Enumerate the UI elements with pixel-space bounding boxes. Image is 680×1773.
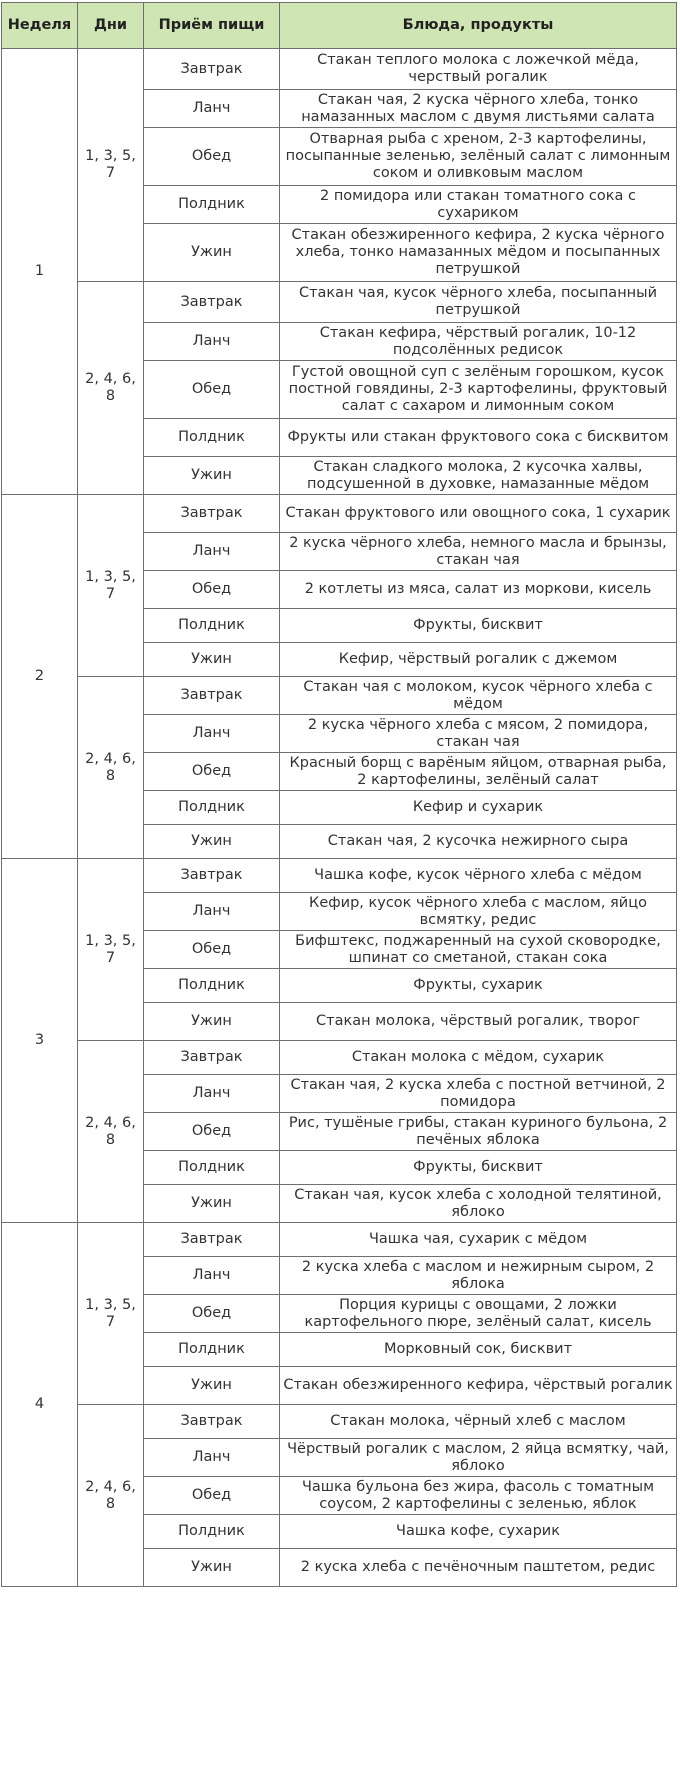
meal-cell: Полдник — [144, 609, 280, 643]
meal-cell: Полдник — [144, 419, 280, 457]
dishes-cell: Стакан молока, чёрный хлеб с маслом — [280, 1405, 677, 1439]
dishes-cell: Стакан молока с мёдом, сухарик — [280, 1041, 677, 1075]
dishes-cell: Стакан кефира, чёрствый рогалик, 10-12 подсолённых редисок — [280, 323, 677, 361]
meal-cell: Завтрак — [144, 859, 280, 893]
dishes-cell: Стакан чая, 2 куска хлеба с постной ветчиной, 2 помидора — [280, 1075, 677, 1113]
meal-cell: Обед — [144, 753, 280, 791]
meal-cell: Ланч — [144, 893, 280, 931]
meal-cell: Обед — [144, 1113, 280, 1151]
meal-cell: Завтрак — [144, 49, 280, 90]
dishes-cell: Бифштекс, поджаренный на сухой сковородке, шпинат со сметаной, стакан сока — [280, 931, 677, 969]
dishes-cell: Рис, тушёные грибы, стакан куриного бульона, 2 печёных яблока — [280, 1113, 677, 1151]
meal-cell: Полдник — [144, 186, 280, 224]
dishes-cell: 2 куска чёрного хлеба, немного масла и брынзы, стакан чая — [280, 533, 677, 571]
header-week: Неделя — [2, 3, 78, 49]
days-cell: 1, 3, 5, 7 — [78, 49, 144, 282]
meal-cell: Обед — [144, 361, 280, 419]
dishes-cell: Стакан обезжиренного кефира, чёрствый рогалик — [280, 1367, 677, 1405]
meal-cell: Полдник — [144, 969, 280, 1003]
meal-cell: Ланч — [144, 1439, 280, 1477]
dishes-cell: Стакан фруктового или овощного сока, 1 сухарик — [280, 495, 677, 533]
meal-cell: Обед — [144, 571, 280, 609]
week-number-cell: 3 — [2, 859, 78, 1223]
dishes-cell: Кефир, кусок чёрного хлеба с маслом, яйцо всмятку, редис — [280, 893, 677, 931]
meal-cell: Обед — [144, 128, 280, 186]
dishes-cell: 2 помидора или стакан томатного сока с сухариком — [280, 186, 677, 224]
meal-cell: Ланч — [144, 1257, 280, 1295]
meal-cell: Завтрак — [144, 677, 280, 715]
dishes-cell: Фрукты, бисквит — [280, 609, 677, 643]
days-cell: 2, 4, 6, 8 — [78, 677, 144, 859]
days-cell: 2, 4, 6, 8 — [78, 1405, 144, 1587]
meal-cell: Ланч — [144, 533, 280, 571]
table-row — [2, 282, 677, 323]
dishes-cell: Чашка чая, сухарик с мёдом — [280, 1223, 677, 1257]
dishes-cell: Фрукты, бисквит — [280, 1151, 677, 1185]
dishes-cell: 2 куска хлеба с печёночным паштетом, редис — [280, 1549, 677, 1587]
diet-menu-table — [1, 2, 677, 1587]
week-number-cell: 4 — [2, 1223, 78, 1587]
meal-cell: Ужин — [144, 1185, 280, 1223]
meal-cell: Обед — [144, 1477, 280, 1515]
meal-cell: Ланч — [144, 1075, 280, 1113]
meal-cell: Ужин — [144, 643, 280, 677]
table-row — [2, 1405, 677, 1439]
days-cell: 2, 4, 6, 8 — [78, 1041, 144, 1223]
dishes-cell: Фрукты или стакан фруктового сока с бисквитом — [280, 419, 677, 457]
dishes-cell: Стакан чая, 2 кусочка нежирного сыра — [280, 825, 677, 859]
header-days: Дни — [78, 3, 144, 49]
meal-cell: Ужин — [144, 457, 280, 495]
meal-cell: Завтрак — [144, 495, 280, 533]
meal-cell: Завтрак — [144, 1223, 280, 1257]
meal-cell: Ужин — [144, 825, 280, 859]
dishes-cell: Красный борщ с варёным яйцом, отварная рыба, 2 картофелины, зелёный салат — [280, 753, 677, 791]
dishes-cell: Чашка кофе, сухарик — [280, 1515, 677, 1549]
week-number-cell: 2 — [2, 495, 78, 859]
dishes-cell: Стакан теплого молока с ложечкой мёда, черствый рогалик — [280, 49, 677, 90]
dishes-cell: Стакан сладкого молока, 2 кусочка халвы, подсушенной в духовке, намазанные мёдом — [280, 457, 677, 495]
week-number-cell: 1 — [2, 49, 78, 495]
dishes-cell: Стакан чая, кусок чёрного хлеба, посыпанный петрушкой — [280, 282, 677, 323]
dishes-cell: 2 куска чёрного хлеба с мясом, 2 помидора, стакан чая — [280, 715, 677, 753]
meal-cell: Ланч — [144, 715, 280, 753]
meal-cell: Полдник — [144, 1515, 280, 1549]
meal-cell: Обед — [144, 931, 280, 969]
days-cell: 2, 4, 6, 8 — [78, 282, 144, 495]
table-body — [2, 49, 677, 1587]
dishes-cell: Стакан молока, чёрствый рогалик, творог — [280, 1003, 677, 1041]
header-meal: Приём пищи — [144, 3, 280, 49]
dishes-cell: Чашка бульона без жира, фасоль с томатным соусом, 2 картофелины с зеленью, яблок — [280, 1477, 677, 1515]
table-row — [2, 1223, 677, 1257]
header-row — [2, 3, 677, 49]
dishes-cell: Стакан чая с молоком, кусок чёрного хлеба с мёдом — [280, 677, 677, 715]
meal-cell: Завтрак — [144, 1041, 280, 1075]
dishes-cell: Стакан обезжиренного кефира, 2 куска чёрного хлеба, тонко намазанных мёдом и посыпанных петрушкой — [280, 224, 677, 282]
table-row — [2, 1041, 677, 1075]
header-dishes: Блюда, продукты — [280, 3, 677, 49]
table-row — [2, 49, 677, 90]
dishes-cell: 2 куска хлеба с маслом и нежирным сыром, 2 яблока — [280, 1257, 677, 1295]
dishes-cell: Порция курицы с овощами, 2 ложки картофельного пюре, зелёный салат, кисель — [280, 1295, 677, 1333]
meal-cell: Ланч — [144, 323, 280, 361]
table-row — [2, 495, 677, 533]
dishes-cell: Фрукты, сухарик — [280, 969, 677, 1003]
days-cell: 1, 3, 5, 7 — [78, 495, 144, 677]
table-row — [2, 677, 677, 715]
meal-cell: Ужин — [144, 224, 280, 282]
dishes-cell: Отварная рыба с хреном, 2-3 картофелины, посыпанные зеленью, зелёный салат с лимонным соком и оливковым маслом — [280, 128, 677, 186]
dishes-cell: Кефир, чёрствый рогалик с джемом — [280, 643, 677, 677]
dishes-cell: Кефир и сухарик — [280, 791, 677, 825]
dishes-cell: Стакан чая, кусок хлеба с холодной телятиной, яблоко — [280, 1185, 677, 1223]
meal-cell: Ланч — [144, 90, 280, 128]
meal-cell: Полдник — [144, 1151, 280, 1185]
meal-cell: Полдник — [144, 791, 280, 825]
meal-cell: Завтрак — [144, 282, 280, 323]
dishes-cell: Чёрствый рогалик с маслом, 2 яйца всмятку, чай, яблоко — [280, 1439, 677, 1477]
meal-cell: Завтрак — [144, 1405, 280, 1439]
meal-cell: Полдник — [144, 1333, 280, 1367]
dishes-cell: 2 котлеты из мяса, салат из моркови, кисель — [280, 571, 677, 609]
meal-cell: Ужин — [144, 1549, 280, 1587]
dishes-cell: Морковный сок, бисквит — [280, 1333, 677, 1367]
dishes-cell: Чашка кофе, кусок чёрного хлеба с мёдом — [280, 859, 677, 893]
days-cell: 1, 3, 5, 7 — [78, 1223, 144, 1405]
meal-cell: Обед — [144, 1295, 280, 1333]
days-cell: 1, 3, 5, 7 — [78, 859, 144, 1041]
dishes-cell: Густой овощной суп с зелёным горошком, кусок постной говядины, 2-3 картофелины, фруктовый салат с сахаром и лимонным соком — [280, 361, 677, 419]
meal-cell: Ужин — [144, 1367, 280, 1405]
table-row — [2, 859, 677, 893]
meal-cell: Ужин — [144, 1003, 280, 1041]
dishes-cell: Стакан чая, 2 куска чёрного хлеба, тонко намазанных маслом с двумя листьями салата — [280, 90, 677, 128]
